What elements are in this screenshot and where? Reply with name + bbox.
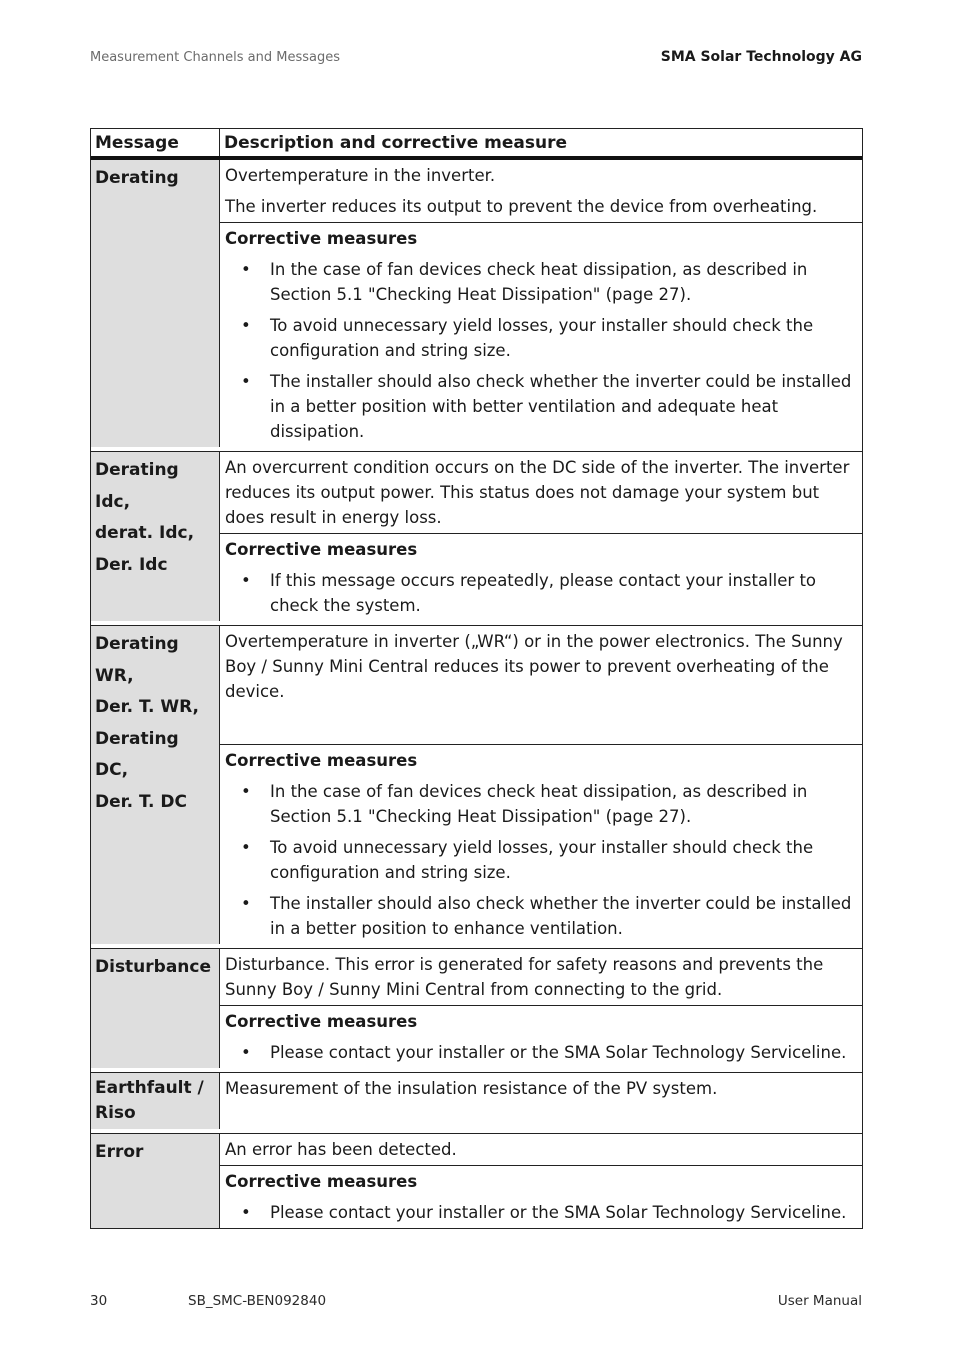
- list-item-text: Please contact your installer or the SMA Solar Technology Serviceline.: [270, 1203, 847, 1222]
- list-item: [225, 257, 858, 307]
- corrective-measures-section: [220, 1165, 862, 1228]
- message-name: Derating: [95, 168, 179, 188]
- bullet-icon: •: [241, 372, 251, 391]
- bullet-icon: •: [241, 838, 251, 857]
- page-number: 30: [90, 1293, 108, 1309]
- corrective-measures-list: [225, 1040, 858, 1065]
- message-name: Der. T. DC: [95, 791, 187, 812]
- bullet-icon: •: [241, 894, 251, 913]
- message-name: Error: [95, 1142, 144, 1162]
- message-name: Riso: [95, 1103, 136, 1123]
- message-name: derat. Idc,: [95, 523, 195, 543]
- document-id: SB_SMC-BEN092840: [188, 1293, 327, 1309]
- list-item-text: If this message occurs repeatedly, please contact your installer to check the system.: [270, 571, 817, 615]
- description-text: [220, 949, 862, 1005]
- list-item-text: In the case of fan devices check heat dissipation, as described in Section 5.1 "Checking Heat Dissipation" (page 27).: [270, 782, 808, 826]
- description-text: [220, 626, 862, 744]
- list-item: [225, 369, 858, 444]
- corrective-measures-section: [220, 222, 862, 447]
- corrective-measures-title: Corrective measures: [225, 1172, 418, 1191]
- table-row: [91, 1133, 862, 1228]
- description-paragraph: Measurement of the insulation resistance of the PV system.: [225, 1079, 718, 1098]
- message-name: Derating WR,: [95, 634, 179, 686]
- list-item-text: In the case of fan devices check heat dissipation, as described in Section 5.1 "Checking Heat Dissipation" (page 27).: [270, 260, 808, 304]
- bullet-icon: •: [241, 1043, 251, 1062]
- message-name: Der. Idc: [95, 554, 168, 575]
- list-item: [225, 891, 858, 941]
- list-item-text: Please contact your installer or the SMA Solar Technology Serviceline.: [270, 1043, 847, 1062]
- bullet-icon: •: [241, 316, 251, 335]
- list-item: [225, 1040, 858, 1065]
- table-row: [91, 1072, 862, 1129]
- description-text: [220, 160, 862, 222]
- message-cell: [91, 160, 219, 447]
- list-item-text: To avoid unnecessary yield losses, your installer should check the configuration and string size.: [270, 838, 814, 882]
- description-cell: [219, 452, 862, 621]
- description-paragraph: An error has been detected.: [225, 1140, 457, 1159]
- description-paragraph: The inverter reduces its output to prevent the device from overheating.: [225, 197, 818, 216]
- corrective-measures-title: Corrective measures: [225, 540, 418, 559]
- message-name: Earthfault /: [95, 1078, 204, 1098]
- corrective-measures-section: [220, 533, 862, 621]
- description-cell: [219, 626, 862, 944]
- description-text: [220, 1134, 862, 1165]
- description-text: [220, 452, 862, 533]
- message-cell: [91, 1073, 219, 1129]
- corrective-measures-list: [225, 257, 858, 444]
- corrective-measures-section: [220, 1005, 862, 1068]
- corrective-measures-list: [225, 1200, 858, 1225]
- table-body: [91, 160, 862, 1228]
- message-name: Disturbance: [95, 957, 212, 977]
- list-item: [225, 313, 858, 363]
- description-cell: [219, 1134, 862, 1228]
- corrective-measures-title: Corrective measures: [225, 1012, 418, 1031]
- list-item-text: The installer should also check whether the inverter could be installed in a better position to enhance ventilation.: [270, 894, 852, 938]
- description-paragraph: Overtemperature in inverter („WR“) or in the power electronics. The Sunny Boy / Sunny Mini Central reduces its power to prevent overheating of the device.: [225, 632, 843, 701]
- message-name: Der. T. WR,: [95, 697, 199, 717]
- message-cell: [91, 949, 219, 1068]
- message-name: Derating Idc,: [95, 460, 179, 512]
- table-row: [91, 948, 862, 1068]
- description-paragraph: Overtemperature in the inverter.: [225, 166, 496, 185]
- running-header-company: SMA Solar Technology AG: [660, 49, 862, 65]
- messages-table: [90, 128, 863, 1229]
- bullet-icon: •: [241, 260, 251, 279]
- message-cell: [91, 1134, 219, 1228]
- bullet-icon: •: [241, 1203, 251, 1222]
- description-text: [220, 1073, 862, 1104]
- bullet-icon: •: [241, 782, 251, 801]
- list-item: [225, 779, 858, 829]
- description-cell: [219, 1073, 862, 1129]
- document-type: User Manual: [777, 1293, 862, 1309]
- table-header-row: [91, 129, 862, 160]
- corrective-measures-list: [225, 779, 858, 941]
- table-row: [91, 160, 862, 447]
- message-cell: [91, 452, 219, 621]
- corrective-measures-title: Corrective measures: [225, 751, 418, 770]
- message-cell: [91, 626, 219, 944]
- description-paragraph: An overcurrent condition occurs on the DC side of the inverter. The inverter reduces its output power. This status does not damage your system but does result in energy loss.: [225, 458, 850, 527]
- list-item: [225, 835, 858, 885]
- message-name: Derating DC,: [95, 728, 179, 780]
- corrective-measures-list: [225, 568, 858, 618]
- list-item-text: The installer should also check whether the inverter could be installed in a better position with better ventilation and adequate heat dissipation.: [270, 372, 852, 441]
- description-paragraph: Disturbance. This error is generated for safety reasons and prevents the Sunny Boy / Sunny Mini Central from connecting to the grid.: [225, 955, 824, 999]
- corrective-measures-section: [220, 744, 862, 944]
- column-header-description: Description and corrective measure: [219, 129, 862, 156]
- table-row: [91, 625, 862, 944]
- description-cell: [219, 160, 862, 447]
- list-item: [225, 568, 858, 618]
- list-item-text: To avoid unnecessary yield losses, your installer should check the configuration and string size.: [270, 316, 814, 360]
- column-header-message: Message: [95, 133, 179, 153]
- list-item: [225, 1200, 858, 1225]
- table-row: [91, 451, 862, 621]
- bullet-icon: •: [241, 571, 251, 590]
- corrective-measures-title: Corrective measures: [225, 229, 418, 248]
- description-cell: [219, 949, 862, 1068]
- running-header-section: Measurement Channels and Messages: [90, 50, 340, 65]
